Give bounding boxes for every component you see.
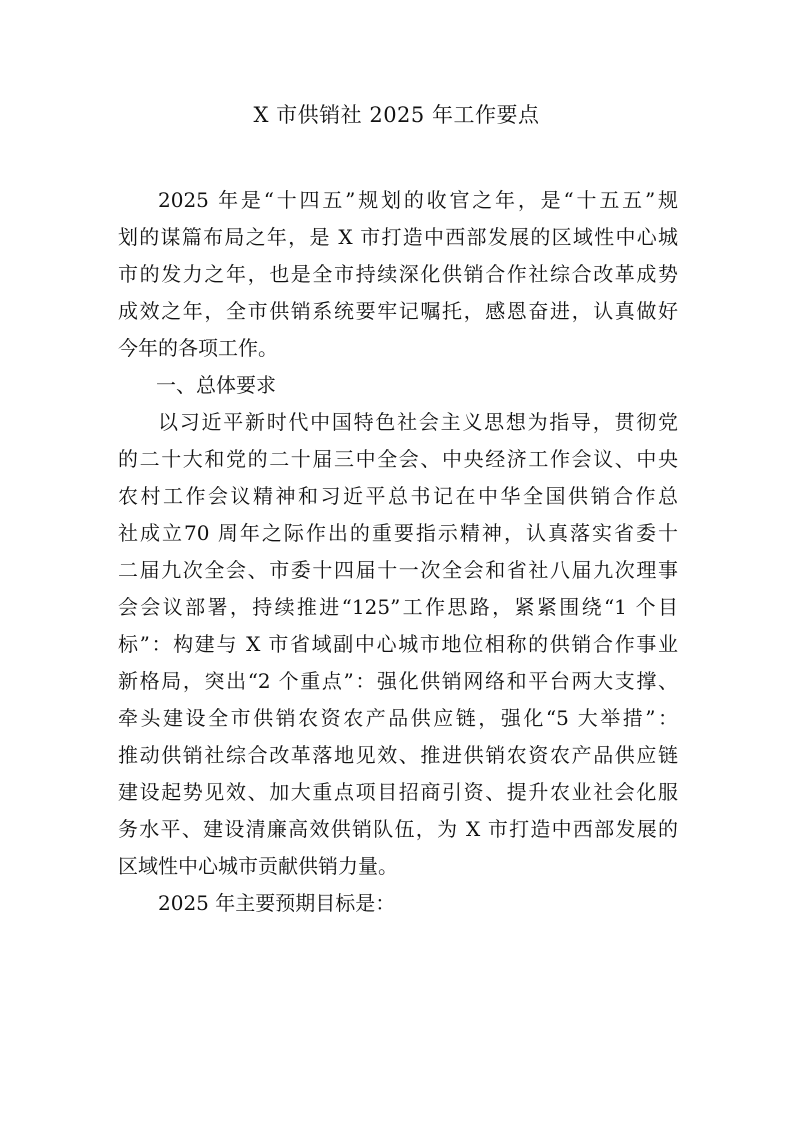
section1-line-10: 推动供销社综合改革落地见效、推进供销农资农产品供应链 — [118, 743, 678, 767]
document-body — [118, 182, 678, 922]
section1-line-12: 务水平、建设清廉高效供销队伍，为 X 市打造中西部发展的 — [118, 817, 678, 841]
intro-line-3: 市的发力之年，也是全市持续深化供销合作社综合改革成势 — [118, 262, 678, 286]
intro-line-2: 划的谋篇布局之年，是 X 市打造中西部发展的区域性中心城 — [118, 225, 678, 249]
section1-line-11: 建设起势见效、加大重点项目招商引资、提升农业社会化服 — [118, 780, 678, 804]
intro-line-4: 成效之年，全市供销系统要牢记嘱托，感恩奋进，认真做好 — [118, 299, 678, 323]
section1-line-13: 区域性中心城市贡献供销力量。 — [118, 854, 398, 878]
section1-line-9: 牵头建设全市供销农资农产品供应链，强化“5 大举措”： — [118, 706, 678, 730]
section1-line-6: 会会议部署，持续推进“125”工作思路，紧紧围绕“1 个目 — [118, 595, 678, 619]
document-title: X 市供销社 2025 年工作要点 — [253, 103, 540, 127]
section-heading-general-requirements: 一、总体要求 — [156, 373, 276, 397]
section1-line-2: 的二十大和党的二十届三中全会、中央经济工作会议、中央 — [118, 447, 678, 471]
intro-line-5: 今年的各项工作。 — [118, 336, 278, 360]
section1-line-7: 标”：构建与 X 市省域副中心城市地位相称的供销合作事业 — [118, 632, 678, 656]
intro-line-1: 2025 年是“十四五”规划的收官之年，是“十五五”规 — [158, 188, 678, 212]
section1-line-4: 社成立70 周年之际作出的重要指示精神，认真落实省委十 — [118, 521, 678, 545]
section1-line-5: 二届九次全会、市委十四届十一次全会和省社八届九次理事 — [118, 558, 678, 582]
goals-intro: 2025 年主要预期目标是： — [158, 891, 396, 915]
section1-line-3: 农村工作会议精神和习近平总书记在中华全国供销合作总 — [118, 484, 678, 508]
section1-line-8: 新格局，突出“2 个重点”：强化供销网络和平台两大支撑、 — [118, 669, 678, 693]
section1-line-1: 以习近平新时代中国特色社会主义思想为指导，贯彻党 — [158, 410, 678, 434]
